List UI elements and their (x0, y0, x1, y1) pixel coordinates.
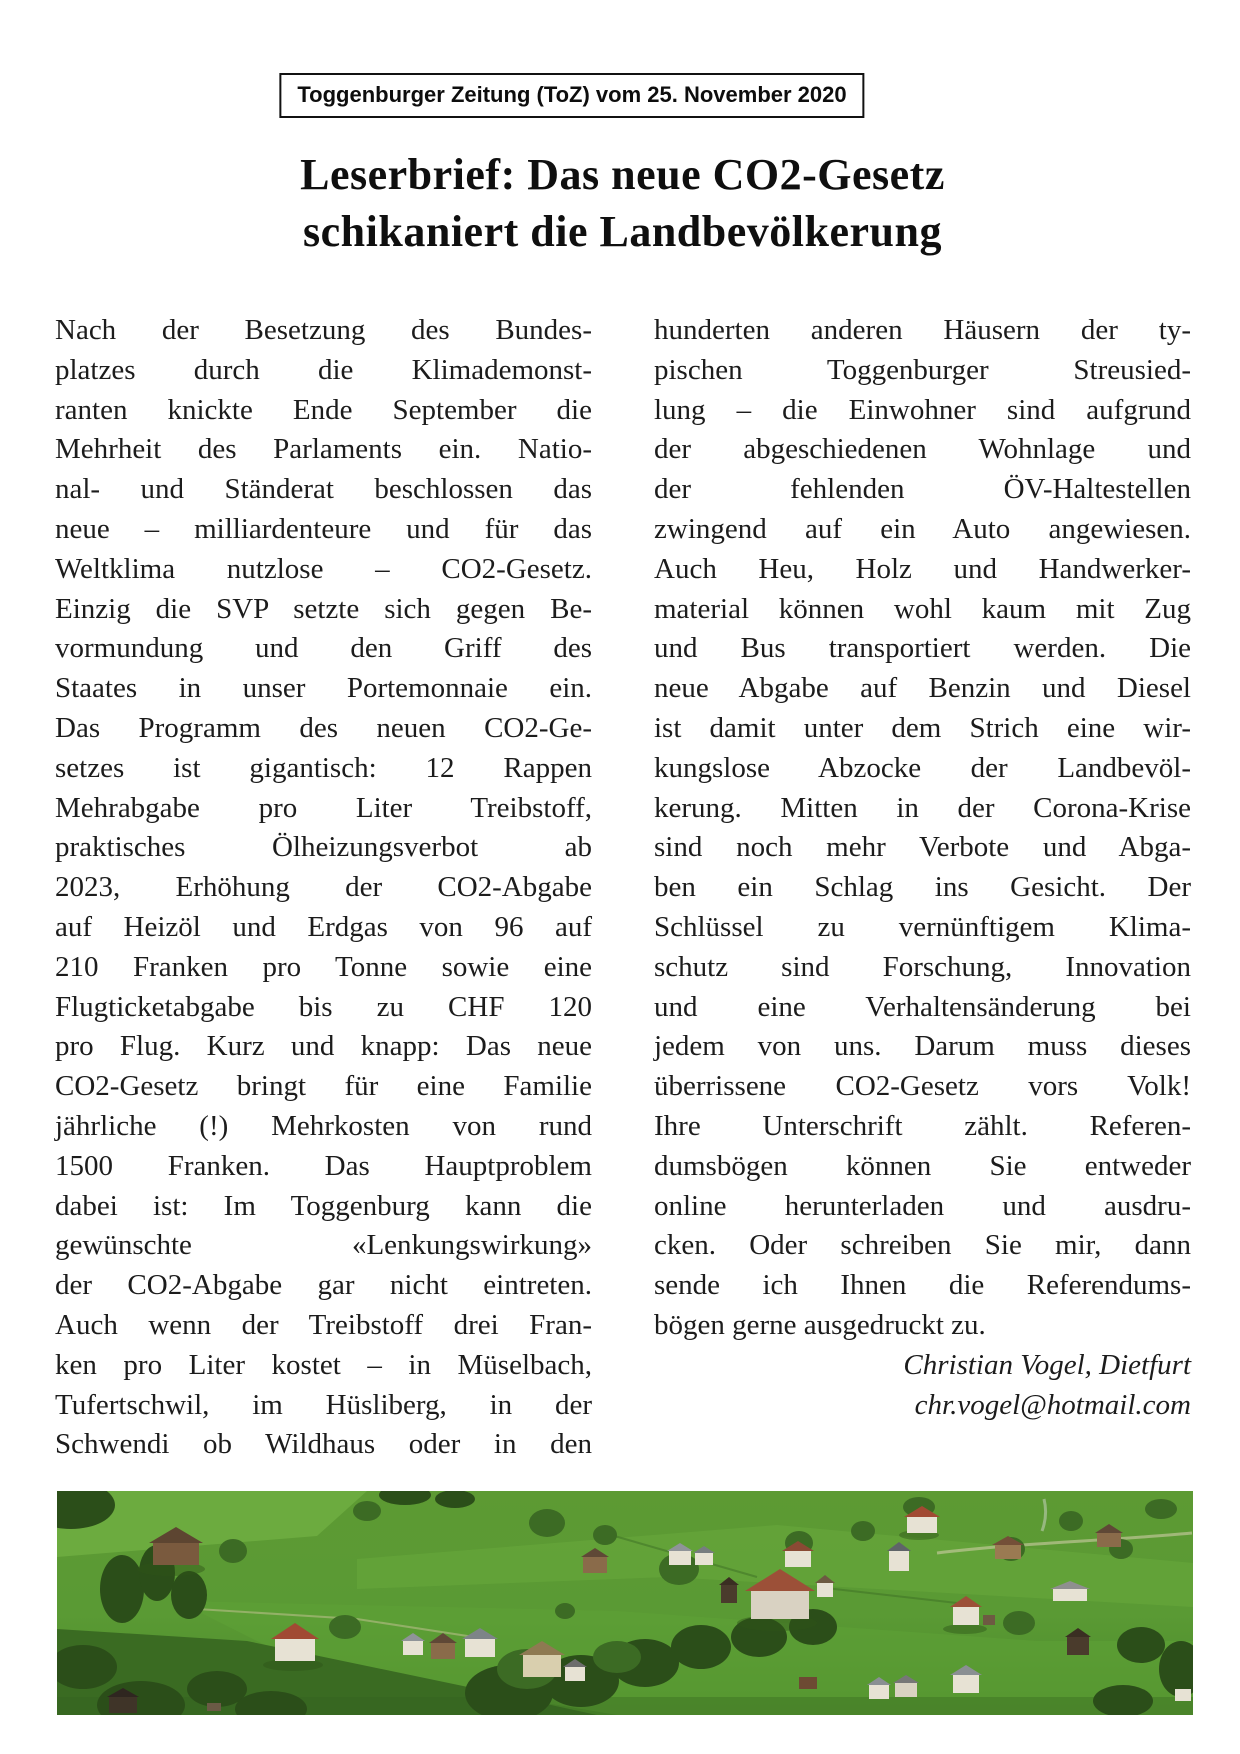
text-line: sende ich Ihnen die Referendums- (654, 1269, 1191, 1302)
text-line: jährliche (!) Mehrkosten von rund (55, 1109, 592, 1142)
text-line: gewünschte «Lenkungswirkung» (55, 1229, 592, 1262)
text-line: Staates in unser Portemonnaie ein. (55, 672, 592, 705)
text-line: Weltklima nutzlose – CO2-Gesetz. (55, 552, 592, 585)
signature-email: chr.vogel@hotmail.com (914, 1388, 1191, 1421)
text-line: neue Abgabe auf Benzin und Diesel (654, 672, 1191, 705)
text-line: bögen gerne ausgedruckt zu. (654, 1308, 986, 1341)
article-title-line-2: schikaniert die Landbevölkerung (303, 207, 942, 256)
article-column-right (654, 311, 1191, 1346)
text-line: der CO2-Abgabe gar nicht eintreten. (55, 1269, 592, 1302)
text-line: pro Flug. Kurz und knapp: Das neue (55, 1030, 592, 1063)
text-line: kungslose Abzocke der Landbevöl- (654, 751, 1191, 784)
text-line: Auch wenn der Treibstoff drei Fran- (55, 1308, 592, 1341)
text-line: Einzig die SVP setzte sich gegen Be- (55, 592, 592, 625)
article-column-left (55, 311, 592, 1465)
text-line: Mehrheit des Parlaments ein. Natio- (55, 433, 592, 466)
text-line: platzes durch die Klimademonst- (55, 353, 592, 386)
text-line: sind noch mehr Verbote und Abga- (654, 831, 1191, 864)
text-line: Auch Heu, Holz und Handwerker- (654, 552, 1191, 585)
text-line: cken. Oder schreiben Sie mir, dann (654, 1229, 1191, 1262)
text-line: jedem von uns. Darum muss dieses (654, 1030, 1191, 1063)
masthead-box (279, 73, 864, 118)
text-line: CO2-Gesetz bringt für eine Familie (55, 1070, 592, 1103)
text-line: der abgeschiedenen Wohnlage und (654, 433, 1191, 466)
article-title-line-1: Leserbrief: Das neue CO2-Gesetz (300, 150, 945, 199)
text-line: dabei ist: Im Toggenburg kann die (55, 1189, 592, 1222)
landscape-photo (57, 1491, 1193, 1715)
text-line: Schlüssel zu vernünftigem Klima- (654, 910, 1191, 943)
text-line: Ihre Unterschrift zählt. Referen- (654, 1109, 1191, 1142)
text-line: Mehrabgabe pro Liter Treibstoff, (55, 791, 592, 824)
text-line: und Bus transportiert werden. Die (654, 632, 1191, 665)
text-line: ken pro Liter kostet – in Müselbach, (55, 1348, 592, 1381)
text-line: Tufertschwil, im Hüsliberg, in der (55, 1388, 592, 1421)
text-line: 1500 Franken. Das Hauptproblem (55, 1149, 592, 1182)
text-line: zwingend auf ein Auto angewiesen. (654, 512, 1191, 545)
text-line: pischen Toggenburger Streusied- (654, 353, 1191, 386)
text-line: ranten knickte Ende September die (55, 393, 592, 426)
text-line: hunderten anderen Häusern der ty- (654, 314, 1191, 346)
text-line: praktisches Ölheizungsverbot ab (55, 831, 592, 864)
text-line: nal- und Ständerat beschlossen das (55, 473, 592, 506)
text-line: ist damit unter dem Strich eine wir- (654, 711, 1191, 744)
text-line: dumsbögen können Sie entweder (654, 1149, 1191, 1182)
text-line: und eine Verhaltensänderung bei (654, 990, 1191, 1023)
text-line: Flugticketabgabe bis zu CHF 120 (55, 990, 592, 1023)
text-line: Nach der Besetzung des Bundes- (55, 314, 592, 346)
text-line: 2023, Erhöhung der CO2-Abgabe (55, 871, 592, 904)
text-line: vormundung und den Griff des (55, 632, 592, 665)
signature-author: Christian Vogel, Dietfurt (903, 1349, 1191, 1381)
text-line: schutz sind Forschung, Innovation (654, 950, 1191, 983)
text-line: neue – milliardenteure und für das (55, 512, 592, 545)
article-title (55, 146, 1190, 260)
masthead-label: Toggenburger Zeitung (ToZ) vom 25. November 2020 (297, 82, 847, 107)
text-line: 210 Franken pro Tonne sowie eine (55, 950, 592, 983)
text-line: Schwendi ob Wildhaus oder in den (55, 1428, 592, 1461)
text-line: kerung. Mitten in der Corona-Krise (654, 791, 1191, 824)
text-line: online herunterladen und ausdru- (654, 1189, 1191, 1222)
text-line: setzes ist gigantisch: 12 Rappen (55, 751, 592, 784)
text-line: der fehlenden ÖV-Haltestellen (654, 473, 1191, 506)
signature-block (654, 1346, 1191, 1426)
text-line: überrissene CO2-Gesetz vors Volk! (654, 1070, 1191, 1103)
text-line: lung – die Einwohner sind aufgrund (654, 393, 1191, 426)
text-line: Das Programm des neuen CO2-Ge- (55, 711, 592, 744)
text-line: material können wohl kaum mit Zug (654, 592, 1191, 625)
text-line: ben ein Schlag ins Gesicht. Der (654, 871, 1191, 904)
text-line: auf Heizöl und Erdgas von 96 auf (55, 910, 592, 943)
